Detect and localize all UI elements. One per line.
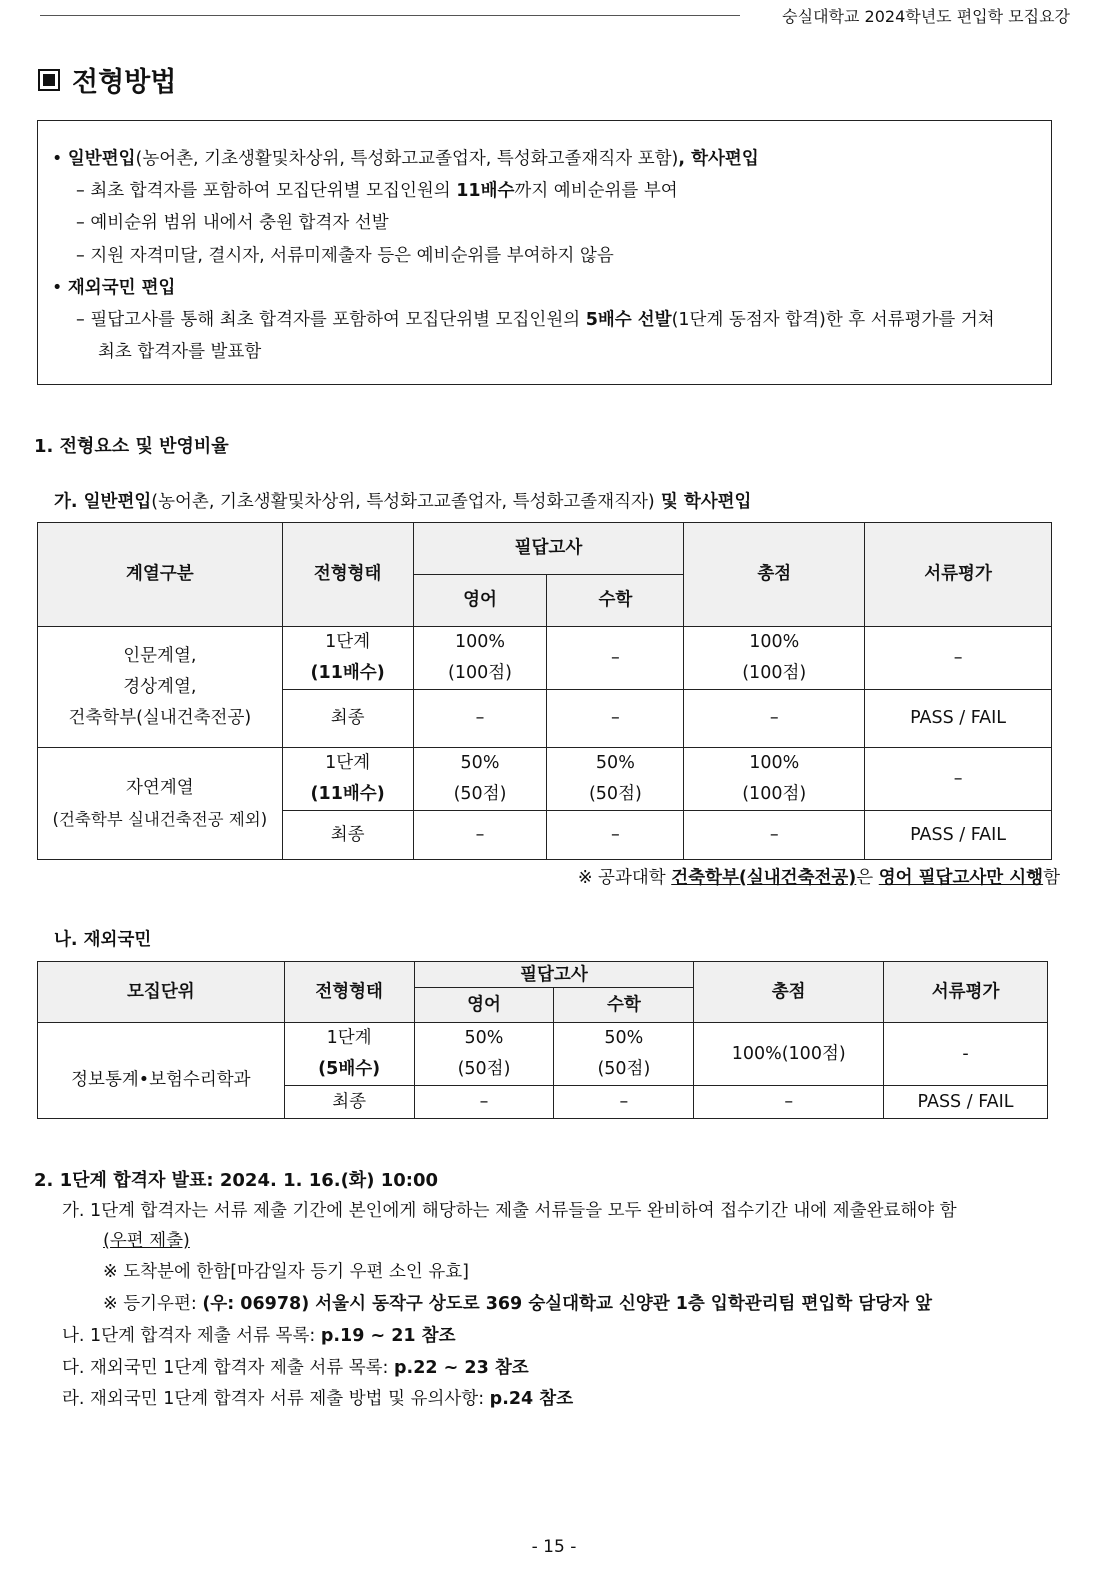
type-cell: 최종 <box>282 811 413 860</box>
bullet-overseas <box>52 274 175 299</box>
text: 1단계 <box>325 753 371 773</box>
bold-text: p.19 ~ 21 참조 <box>320 1326 456 1346</box>
math-cell: – <box>554 1086 694 1119</box>
math-cell: – <box>547 811 684 860</box>
header-type: 전형형태 <box>284 962 414 1023</box>
header-written-exam: 필답고사 <box>413 523 684 575</box>
text: (50점) <box>588 784 642 804</box>
text: 가. <box>54 492 84 512</box>
text: 자연계열 <box>126 777 194 798</box>
math-cell: – <box>547 627 684 690</box>
header-total: 총점 <box>684 523 865 627</box>
bullet-title: 일반편입 <box>67 149 136 169</box>
text: 인문계열, <box>123 645 197 666</box>
text: 50% <box>460 753 500 773</box>
bold-text: 및 학사편입 <box>654 492 752 512</box>
item-a: 가. 1단계 합격자는 서류 제출 기간에 본인에게 해당하는 제출 서류들을 모두 완비하여 접수기간 내에 제출완료해야 함 <box>62 1201 957 1221</box>
english-cell <box>413 748 547 811</box>
bullet-dot: • <box>52 149 68 169</box>
header-total: 총점 <box>694 962 884 1023</box>
bullet-title-2: 학사편입 <box>691 149 759 169</box>
docs-cell: – <box>865 748 1052 811</box>
text: 은 <box>856 868 879 888</box>
text: 100% <box>454 632 506 652</box>
english-cell <box>413 627 547 690</box>
text: 1단계 <box>326 1028 372 1048</box>
type-cell <box>282 627 413 690</box>
type-cell <box>282 748 413 811</box>
english-cell: – <box>413 811 547 860</box>
bold-text: 영어 필답고사만 시행 <box>878 868 1044 888</box>
text: (50점) <box>457 1059 511 1079</box>
text: 경상계열, <box>123 676 197 697</box>
bold-text: 5배수 선발 <box>585 310 672 330</box>
math-cell: – <box>547 690 684 748</box>
bold-text: 일반편입 <box>83 492 152 512</box>
page-number: - 15 - <box>531 1537 577 1557</box>
type-cell <box>284 1023 414 1086</box>
bold-text: (5배수) <box>318 1059 381 1079</box>
text: 나. 1단계 합격자 제출 서류 목록: <box>62 1326 321 1346</box>
section-2-title: 2. 1단계 합격자 발표: 2024. 1. 16.(화) 10:00 <box>34 1170 438 1191</box>
header-written-exam: 필답고사 <box>414 962 694 988</box>
summary-box <box>37 120 1052 385</box>
bullet-paren: (농어촌, 기초생활및차상위, 특성화고교졸업자, 특성화고졸재직자 포함) <box>135 149 679 169</box>
text: 100% <box>749 753 800 773</box>
text: (50점) <box>597 1059 651 1079</box>
detail-line: – 예비순위 범위 내에서 충원 합격자 선발 <box>76 213 389 233</box>
header-english: 영어 <box>413 575 547 627</box>
filled-square-icon <box>38 69 60 91</box>
detail-line: – 지원 자격미달, 결시자, 서류미제출자 등은 예비순위를 부여하지 않음 <box>76 246 614 266</box>
section-title-text: 전형방법 <box>72 67 177 98</box>
header-math: 수학 <box>547 575 684 627</box>
docs-cell: – <box>865 627 1052 690</box>
docs-cell: PASS / FAIL <box>884 1086 1048 1119</box>
item-a-note-2 <box>103 1290 932 1315</box>
category-cell <box>38 627 283 748</box>
item-a-continuation: (우편 제출) <box>103 1231 190 1251</box>
bold-text: p.24 참조 <box>489 1389 574 1409</box>
section-1-title: 1. 전형요소 및 반영비율 <box>34 436 229 457</box>
subsection-a-title <box>54 488 751 513</box>
table-overseas <box>37 961 1048 1119</box>
text: (농어촌, 기초생활및차상위, 특성화고교졸업자, 특성화고졸재직자) <box>151 492 655 512</box>
text: 최초 합격자를 포함하여 모집단위별 모집인원의 <box>90 181 457 201</box>
english-cell: – <box>414 1086 554 1119</box>
header-unit: 모집단위 <box>38 962 285 1023</box>
bullet-dot: • <box>52 278 68 298</box>
header-type: 전형형태 <box>282 523 413 627</box>
text: 함 <box>1043 868 1060 888</box>
text: ※ 공과대학 <box>577 868 672 888</box>
text: (100점) <box>742 663 807 683</box>
text: 50% <box>464 1028 504 1048</box>
text: 다. 재외국민 1단계 합격자 제출 서류 목록: <box>62 1358 395 1378</box>
item-c <box>62 1354 529 1379</box>
text: 까지 예비순위를 부여 <box>514 181 678 201</box>
header-text: 숭실대학교 2024학년도 편입학 모집요강 <box>782 7 1070 26</box>
math-cell <box>554 1023 694 1086</box>
header-english: 영어 <box>414 988 554 1023</box>
running-header <box>40 2 1070 28</box>
category-cell <box>38 748 283 860</box>
math-cell <box>547 748 684 811</box>
header-docs: 서류평가 <box>865 523 1052 627</box>
item-a-note-1: ※ 도착분에 한함[마감일자 등기 우편 소인 유효] <box>103 1262 469 1282</box>
text: 예비순위 범위 내에서 충원 합격자 선발 <box>90 213 389 233</box>
total-cell: – <box>684 811 865 860</box>
detail-line: – 필답고사를 통해 최초 합격자를 포함하여 모집단위별 모집인원의 5배수 선발(1단계 동점자 합격)한 후 서류평가를 거쳐 <box>76 310 995 330</box>
bold-text: (11배수) <box>310 784 385 804</box>
docs-cell: - <box>884 1023 1048 1086</box>
header-category: 계열구분 <box>38 523 283 627</box>
unit-cell: 정보통계•보험수리학과 <box>38 1023 285 1119</box>
text: 지원 자격미달, 결시자, 서류미제출자 등은 예비순위를 부여하지 않음 <box>90 246 614 266</box>
header-math: 수학 <box>554 988 694 1023</box>
bold-text: (우: 06978) 서울시 동작구 상도로 369 숭실대학교 신양관 1층 입학관리팀 편입학 담당자 앞 <box>202 1294 933 1314</box>
type-cell: 최종 <box>282 690 413 748</box>
total-cell: – <box>684 690 865 748</box>
header-docs: 서류평가 <box>884 962 1048 1023</box>
bold-text: (11배수) <box>310 663 385 683</box>
text: 라. 재외국민 1단계 합격자 서류 제출 방법 및 유의사항: <box>62 1389 490 1409</box>
detail-line: – 최초 합격자를 포함하여 모집단위별 모집인원의 11배수까지 예비순위를 부여 <box>76 181 678 201</box>
total-cell: 100%(100점) <box>694 1023 884 1086</box>
text: 50% <box>595 753 635 773</box>
bullet-comma: , <box>678 149 692 169</box>
english-cell: – <box>413 690 547 748</box>
total-cell <box>684 748 865 811</box>
total-cell <box>684 627 865 690</box>
subsection-b-title: 나. 재외국민 <box>54 930 152 950</box>
bold-text: 건축학부(실내건축전공) <box>671 868 857 888</box>
text: 건축학부(실내건축전공) <box>68 707 252 728</box>
english-cell <box>414 1023 554 1086</box>
type-cell: 최종 <box>284 1086 414 1119</box>
bullet-title: 재외국민 편입 <box>67 278 176 298</box>
docs-cell: PASS / FAIL <box>865 690 1052 748</box>
text: 필답고사를 통해 최초 합격자를 포함하여 모집단위별 모집인원의 <box>90 310 586 330</box>
docs-cell: PASS / FAIL <box>865 811 1052 860</box>
detail-line-continuation: 최초 합격자를 발표함 <box>98 342 262 362</box>
text: 50% <box>604 1028 644 1048</box>
item-b <box>62 1322 455 1347</box>
text: (1단계 동점자 합격)한 후 서류평가를 거쳐 <box>671 310 995 330</box>
section-title <box>38 60 176 99</box>
bullet-general-transfer <box>52 145 759 170</box>
text: (50점) <box>453 784 507 804</box>
text: (100점) <box>448 663 512 683</box>
total-cell: – <box>694 1086 884 1119</box>
table-general-transfer <box>37 522 1052 860</box>
text: (100점) <box>742 784 807 804</box>
text: 1단계 <box>325 632 371 652</box>
bold-text: p.22 ~ 23 참조 <box>394 1358 529 1378</box>
text: 100% <box>749 632 800 652</box>
table-note <box>578 864 1060 889</box>
text: (건축학부 실내건축전공 제외) <box>52 809 268 829</box>
bold-text: 11배수 <box>456 181 515 201</box>
item-d <box>62 1385 573 1410</box>
header-rule <box>40 15 740 16</box>
text: ※ 등기우편: <box>103 1294 203 1314</box>
